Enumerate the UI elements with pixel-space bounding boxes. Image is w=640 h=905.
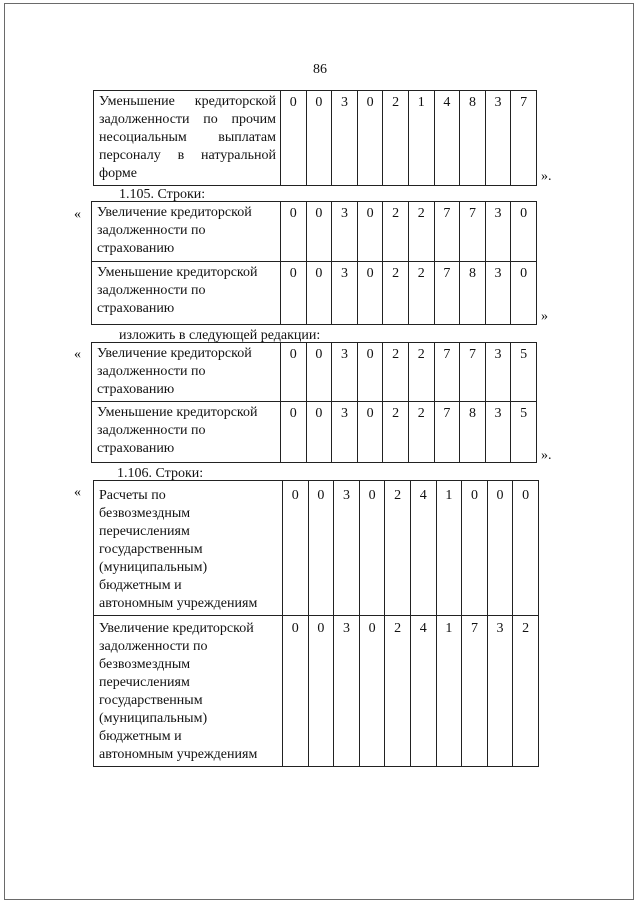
code-digit: 2 <box>408 262 434 325</box>
code-digit: 0 <box>357 262 383 325</box>
code-digit: 2 <box>513 616 539 767</box>
code-digit: 0 <box>308 616 334 767</box>
code-digit: 2 <box>383 91 409 186</box>
code-digit: 0 <box>281 262 307 325</box>
code-digit: 0 <box>357 402 383 463</box>
code-digit: 3 <box>334 616 360 767</box>
code-digit: 3 <box>485 262 511 325</box>
table-block-4 <box>93 480 539 767</box>
table-row <box>94 91 537 186</box>
table-row <box>92 262 537 325</box>
code-digit: 0 <box>281 91 307 186</box>
table-block-3 <box>91 342 537 463</box>
code-digit: 7 <box>460 202 486 262</box>
row-label: Увеличение кредиторской задолженности по страхованию <box>92 343 281 402</box>
code-digit: 0 <box>359 481 385 616</box>
code-digit: 4 <box>410 616 436 767</box>
code-digit: 1 <box>436 616 462 767</box>
opening-quote: « <box>74 347 81 362</box>
code-digit: 0 <box>306 91 332 186</box>
table-row <box>92 343 537 402</box>
code-digit: 1 <box>408 91 434 186</box>
section-heading-105: 1.105. Строки: <box>119 187 206 202</box>
table-row <box>94 481 539 616</box>
code-digit: 3 <box>487 616 513 767</box>
row-label: Увеличение кредиторской задолженности по страхованию <box>92 202 281 262</box>
table-row <box>92 402 537 463</box>
code-digit: 2 <box>408 343 434 402</box>
table-block-2 <box>91 201 537 325</box>
code-digit: 2 <box>383 262 409 325</box>
code-digit: 2 <box>385 481 411 616</box>
opening-quote: « <box>74 485 81 500</box>
code-digit: 7 <box>462 616 488 767</box>
code-digit: 2 <box>383 202 409 262</box>
code-digit: 0 <box>511 262 537 325</box>
code-digit: 0 <box>283 616 309 767</box>
code-digit: 0 <box>513 481 539 616</box>
page-number: 86 <box>313 62 327 77</box>
code-digit: 5 <box>511 402 537 463</box>
code-digit: 0 <box>357 91 383 186</box>
code-digit: 0 <box>281 402 307 463</box>
code-digit: 0 <box>357 343 383 402</box>
code-digit: 2 <box>383 343 409 402</box>
opening-quote: « <box>74 207 81 222</box>
code-digit: 7 <box>511 91 537 186</box>
code-digit: 0 <box>511 202 537 262</box>
code-digit: 8 <box>460 402 486 463</box>
row-label: Уменьшение кредиторской задолженности по страхованию <box>92 402 281 463</box>
code-digit: 3 <box>485 202 511 262</box>
code-digit: 3 <box>332 402 358 463</box>
row-label: Расчеты по безвозмездным перечислениям государственным (муниципальным) бюджетным и автономным учреждениям <box>94 481 283 616</box>
code-digit: 0 <box>306 202 332 262</box>
code-digit: 2 <box>408 202 434 262</box>
code-digit: 0 <box>281 343 307 402</box>
code-digit: 2 <box>383 402 409 463</box>
code-digit: 5 <box>511 343 537 402</box>
code-digit: 2 <box>385 616 411 767</box>
code-digit: 7 <box>434 402 460 463</box>
code-digit: 0 <box>306 343 332 402</box>
code-digit: 0 <box>306 262 332 325</box>
code-digit: 3 <box>332 202 358 262</box>
table-block-1 <box>93 90 537 186</box>
code-digit: 3 <box>485 402 511 463</box>
code-digit: 4 <box>410 481 436 616</box>
code-digit: 7 <box>434 202 460 262</box>
table-row <box>94 616 539 767</box>
code-digit: 7 <box>434 343 460 402</box>
code-digit: 0 <box>283 481 309 616</box>
code-digit: 0 <box>306 402 332 463</box>
code-digit: 0 <box>357 202 383 262</box>
code-digit: 0 <box>359 616 385 767</box>
code-digit: 0 <box>308 481 334 616</box>
code-digit: 3 <box>485 91 511 186</box>
row-label: Уменьшение кредиторской задолженности по прочим несоциальным выплатам персоналу в натуральной форме <box>94 91 281 186</box>
code-digit: 0 <box>487 481 513 616</box>
code-digit: 0 <box>281 202 307 262</box>
code-digit: 3 <box>332 262 358 325</box>
code-digit: 3 <box>332 343 358 402</box>
code-digit: 0 <box>462 481 488 616</box>
code-digit: 8 <box>460 262 486 325</box>
code-digit: 1 <box>436 481 462 616</box>
code-digit: 4 <box>434 91 460 186</box>
closing-quote: » <box>541 309 548 324</box>
table-row <box>92 202 537 262</box>
code-digit: 8 <box>460 91 486 186</box>
row-label: Увеличение кредиторской задолженности по безвозмездным перечислениям государственным (муниципальным) бюджетным и автономным учреждениям <box>94 616 283 767</box>
closing-quote: ». <box>541 169 552 184</box>
code-digit: 3 <box>332 91 358 186</box>
edit-phrase: изложить в следующей редакции: <box>119 328 321 343</box>
code-digit: 7 <box>460 343 486 402</box>
code-digit: 7 <box>434 262 460 325</box>
code-digit: 2 <box>408 402 434 463</box>
row-label: Уменьшение кредиторской задолженности по страхованию <box>92 262 281 325</box>
code-digit: 3 <box>485 343 511 402</box>
code-digit: 3 <box>334 481 360 616</box>
closing-quote: ». <box>541 448 552 463</box>
section-heading-106: 1.106. Строки: <box>117 466 204 481</box>
